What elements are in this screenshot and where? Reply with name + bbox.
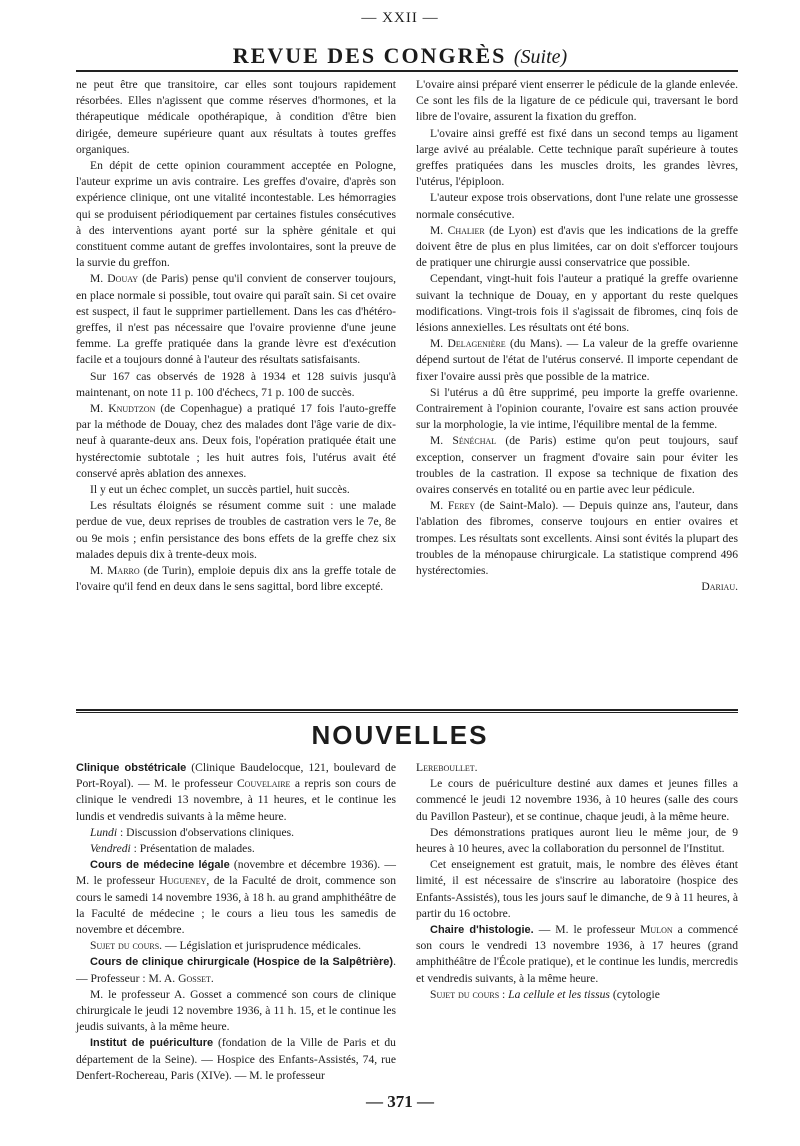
news-text: . [210, 971, 214, 985]
subject-text: — Législation et jurisprudence médicales. [162, 939, 362, 953]
author-signature: Dariau. [701, 580, 738, 594]
news-column-left [76, 760, 396, 1084]
subject-line [416, 987, 738, 1003]
congress-paragraph: Les résultats éloignés se résument comme suit : une malade perdue de vue, deux reprises de troubles de castration vers le 7e, 8e ou 9e mois ; enfin persistance des bons effets de la greffe chez six malades depuis dix à trente-deux mois. [76, 499, 396, 561]
news-text: — M. le professeur [533, 923, 641, 937]
professor-name: Hugueney [159, 874, 207, 888]
speaker-name: M. Marro [90, 564, 140, 578]
subject-text-tail: (cytologie [609, 987, 660, 1001]
news-heading: Cours de clinique chirurgicale (Hospice de la Salpêtrière) [90, 956, 394, 969]
speaker-name: M. Knudtzon [90, 402, 156, 416]
speaker-text: (de Saint-Malo). — Depuis quinze ans, l'auteur, dans l'ablation des fibromes, conserve toujours en entier ovaires et trompes. Les résultats sont excellents. Ainsi sont évités la plupart des troubles de la ménopause chirurgicale. La statistique comprend 496 hystérectomies. [416, 499, 738, 578]
professor-name: Lereboullet [416, 761, 475, 774]
news-text: (Clinique Baudelocque, 121, boulevard de Port-Royal). — M. le professeur [76, 761, 396, 791]
subject-separator: : [499, 987, 509, 1001]
news-text: , de la Faculté de droit, commence son cours le samedi 14 novembre 1936, à 18 h. au grand amphithéâtre de la Faculté de médecine ; le cours a lieu tous les samedis de novembre et décembre. [76, 874, 396, 937]
congress-paragraph [76, 563, 396, 595]
news-continuation [416, 760, 738, 776]
subject-line [76, 938, 396, 954]
schedule-line [76, 841, 396, 857]
news-column-right [416, 760, 738, 1003]
news-title: NOUVELLES [311, 720, 489, 750]
news-heading: Clinique obstétricale [76, 762, 187, 774]
congress-column-right [416, 77, 738, 596]
news-paragraph: Cet enseignement est gratuit, mais, le nombre des élèves étant limité, il est nécessaire de s'inscrire au laboratoire (hospice des Enfants-Assistés), tous les jours sauf le dimanche, de 9 à 11 heures, à partir du 16 octobre. [416, 858, 738, 920]
subject-label: Sujet du cours [430, 987, 500, 1001]
congress-paragraph [76, 271, 396, 368]
speaker-text: (du Mans). — La valeur de la greffe ovarienne dépend surtout de l'état de l'utérus conservé. Il importe cependant de fixer l'ovaire aussi près que possible de la matrice. [416, 337, 738, 383]
news-text: . — Professeur : M. A. [76, 955, 396, 985]
section-rubric [0, 44, 800, 69]
congress-paragraph [416, 336, 738, 385]
section-divider-thin [76, 712, 738, 713]
news-paragraph: M. le professeur A. Gosset a commencé son cours de clinique chirurgicale le jeudi 12 novembre 1936, à 11 h. 15, et le continue les jeudis suivants, à la même heure. [76, 987, 396, 1034]
subject-label: Sujet du cours. [90, 939, 163, 953]
congress-paragraph [416, 498, 738, 579]
news-text: (fondation de la Ville de Paris et du département de la Seine). — Hospice des Enfants-Assistés, 74, rue Denfert-Rochereau, Paris (XIVe). — M. le professeur [76, 1036, 396, 1082]
news-heading: Cours de médecine légale [90, 859, 230, 872]
news-item-histologie [416, 922, 738, 987]
news-paragraph: Des démonstrations pratiques auront lieu le même jour, de 9 heures à 10 heures, avec la collaboration du personnel de l'Institut. [416, 825, 738, 856]
congress-paragraph: L'ovaire ainsi greffé est fixé dans un second temps au ligament large avivé au préalable. Cette technique paraît supérieure à toutes greffes pratiquées dans les muscles droits, les grandes lèvres, l'utérus, l'épiploon. [416, 126, 738, 189]
schedule-text: : Discussion d'observations cliniques. [117, 825, 295, 839]
news-item-clinique-chirurgicale [76, 954, 396, 986]
speaker-name: M. Chalier [430, 223, 485, 237]
news-text: a repris son cours de clinique le vendredi 13 novembre, à 11 heures, et le continue les lundis et vendredis suivants à la même heure. [76, 777, 396, 823]
schedule-text: : Présentation de malades. [130, 842, 255, 856]
news-text: a commencé son cours le vendredi 13 novembre 1936, à 17 heures (grand amphithéâtre de l'École pratique), et le continue les lundis, mercredis et vendredis suivants, à la même heure. [416, 923, 738, 985]
speaker-text: (de Lyon) est d'avis que les indications de la greffe doivent être de plus en plus limitées, car on doit s'efforcer toujours de pratiquer une chirurgie aussi conservatrice que possible. [416, 223, 739, 270]
speaker-text: (de Paris) pense qu'il convient de conserver toujours, en place normale si possible, tout ovaire qui paraît sain. Si cet ovaire est suspect, il faut le supprimer partiellement. Dans les cas d'hétéro-greffes, il n'est pas nécessaire que l'ovaire provienne d'une jeune femme. La greffe pratiquée dans la grande lèvre est d'exécution facile et a toujours donné à l'auteur des résultats satisfaisants. [76, 272, 397, 367]
congress-paragraph [76, 401, 396, 482]
page-number: — 371 — [366, 1092, 434, 1111]
speaker-name: M. Delagenière [430, 337, 506, 351]
news-item-medecine-legale [76, 857, 396, 938]
folio-roman: — XXII — [361, 10, 439, 26]
professor-name: Couvelaire [236, 777, 291, 791]
day-label: Vendredi [90, 842, 131, 856]
congress-paragraph: L'auteur expose trois observations, dont l'une relate une grossesse normale consécutive. [416, 191, 738, 221]
congress-paragraph: Si l'utérus a dû être supprimé, peu importe la greffe ovarienne. Contrairement à l'opinion courante, l'ovaire est sans action prouvée sur la morphologie, la vie intime, l'équilibre mental de la femme. [416, 385, 738, 432]
rubric-subtitle: (Suite) [513, 46, 568, 68]
news-item-clinique-obstetricale [76, 760, 396, 825]
speaker-name: M. Sénéchal [430, 434, 497, 448]
rubric-title: REVUE DES CONGRÈS [232, 43, 507, 68]
news-heading: Institut de puériculture [90, 1037, 214, 1050]
congress-paragraph: L'ovaire ainsi préparé vient enserrer le pédicule de la glande enlevée. Ce sont les fils de la ligature de ce pédicule qui, traversant le bord libre de l'ovaire, assurent la fixation du greffon. [416, 78, 738, 124]
congress-paragraph: Il y eut un échec complet, un succès partiel, huit succès. [90, 483, 350, 497]
schedule-line [76, 825, 396, 841]
congress-paragraph: ne peut être que transitoire, car elles sont toujours rapidement résorbées. Elles n'agissent que comme réserves d'hormones, et la thérapeutique médicale opothérapique, à condition d'être bien dirigée, demeure supérieure quant aux résultats à toutes greffes organiques. [76, 78, 396, 156]
congress-column-left [76, 77, 396, 596]
news-item-puericulture [76, 1035, 396, 1084]
news-heading: Chaire d'histologie. [430, 924, 534, 937]
professor-name: Gosset [178, 971, 211, 985]
congress-paragraph: Sur 167 cas observés de 1928 à 1934 et 128 suivis jusqu'à maintenant, on note 11 p. 100 d'échecs, 71 p. 100 de succès. [76, 369, 396, 399]
news-paragraph: Le cours de puériculture destiné aux dames et jeunes filles a commencé le jeudi 12 novembre 1936, à 10 heures (salle des cours du Pavillon Pasteur), et se continue, chaque jeudi, à la même heure. [416, 777, 738, 823]
speaker-name: M. Douay [90, 272, 139, 286]
speaker-text: (de Copenhague) a pratiqué 17 fois l'auto-greffe par la méthode de Douay, chez des malades dont l'âge varie de dix-neuf à quarante-deux ans. Deux fois, l'opération pratiquée était une hystérectomie subtotale ; les huit autres fois, l'utérus avait été conservé après ablation des annexes. [76, 402, 396, 480]
subject-text: La cellule et les tissus [508, 987, 610, 1001]
congress-paragraph [416, 223, 738, 272]
congress-paragraph: En dépit de cette opinion couramment acceptée en Pologne, l'auteur exprime un avis contraire. Les greffes d'ovaire, d'après son expérience clinique, ont une vitalité incontestable. Les hémorragies qui se produisent périodiquement par certaines fistules consécutives à des interventions ayant porté sur la sphère génitale et qui constituent comme autant de greffes involontaires, sont la preuve de la survie du greffon. [76, 159, 396, 270]
speaker-name: M. Ferey [430, 499, 476, 513]
section-divider [76, 709, 738, 711]
congress-paragraph: Cependant, vingt-huit fois l'auteur a pratiqué la greffe ovarienne suivant la technique de Douay, en y apportant du reste quelques modifications. Vingt-trois fois il s'agissait de fibromes, cinq fois de lésions annexielles. Les résultats ont été bons. [416, 272, 738, 335]
professor-name: Mulon [640, 923, 673, 937]
day-label: Lundi [90, 825, 118, 839]
header-rule [76, 70, 738, 72]
speaker-text: (de Paris) estime qu'on peut toujours, sauf exception, conserver un fragment d'ovaire sain pour éviter les troubles de la castration. Il expose sa technique de fixation des ovaires conservés en totalité ou en partie avec leur pédicule. [416, 434, 738, 497]
news-text: (novembre et décembre 1936). — M. le professeur [76, 858, 396, 888]
congress-paragraph [416, 433, 738, 498]
news-text: . [474, 761, 478, 774]
speaker-text: (de Turin), emploie depuis dix ans la greffe totale de l'ovaire qu'il fend en deux dans le sens sagittal, bord libre excepté. [76, 564, 396, 594]
